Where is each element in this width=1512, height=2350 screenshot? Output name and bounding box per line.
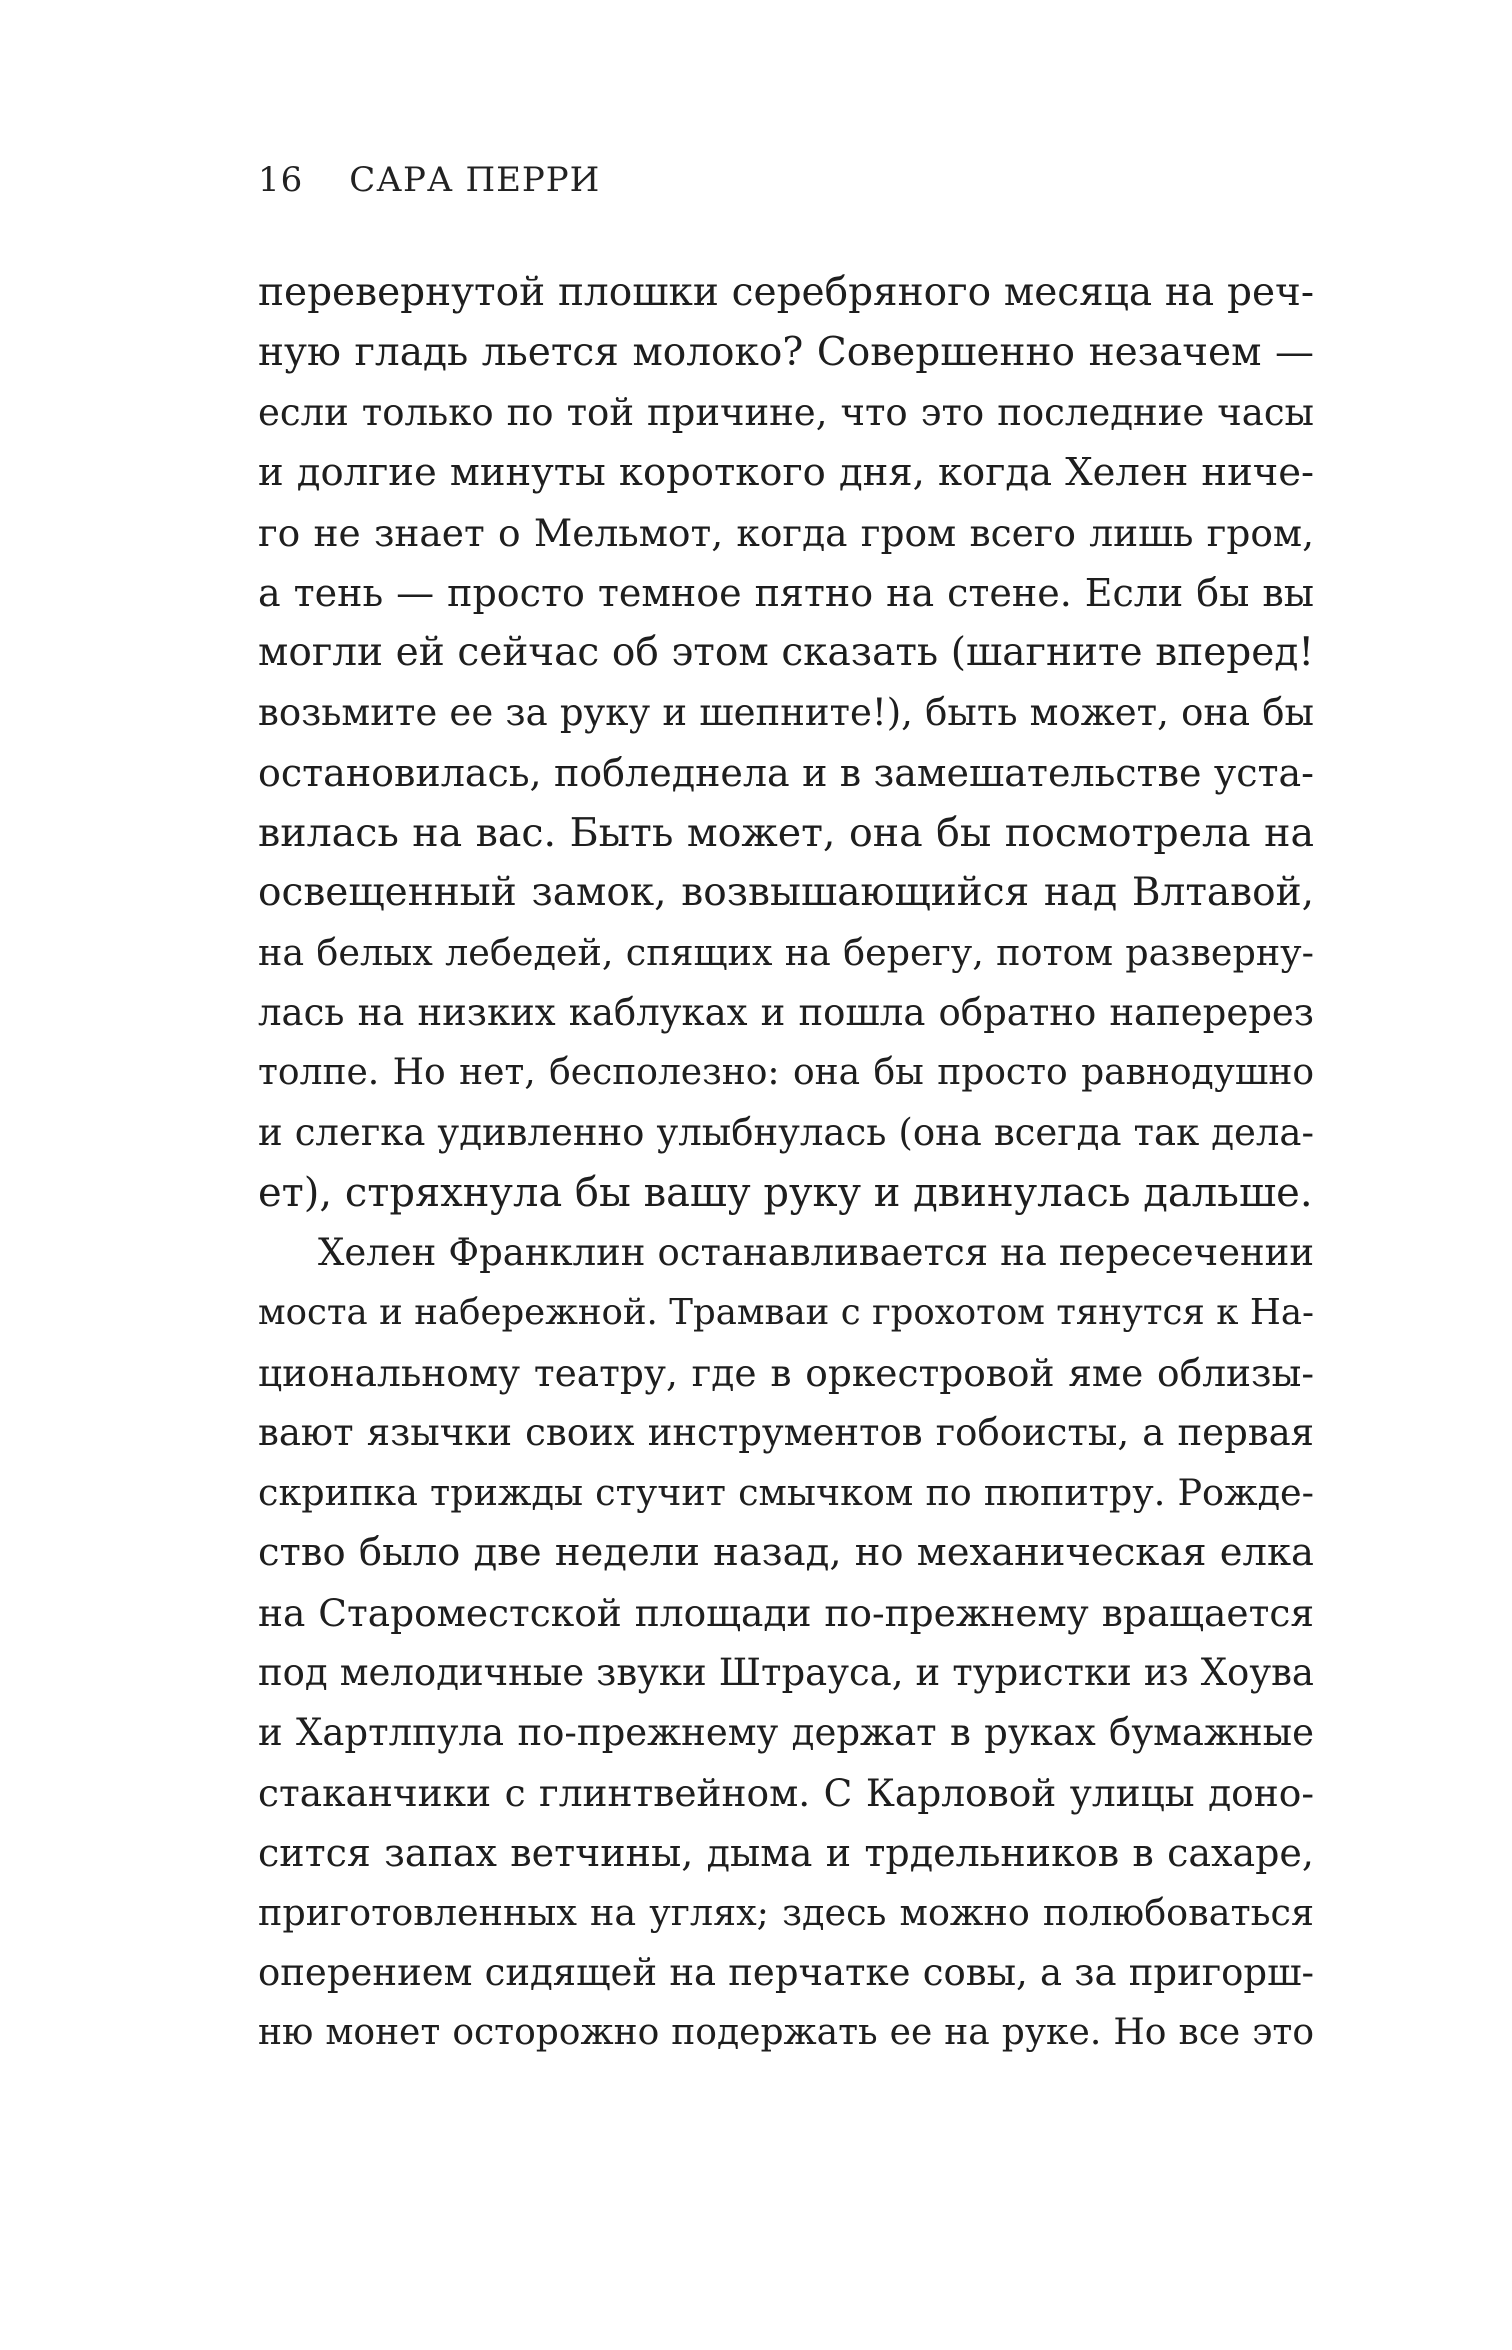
text-line: остановилась, побледнела и в замешательстве уста- [258, 751, 1314, 795]
text-line: на белых лебедей, спящих на берегу, потом разверну- [258, 931, 1314, 974]
author-name: САРА ПЕРРИ [349, 160, 601, 200]
text-line: вают язычки своих инструментов гобоисты, а первая [258, 1411, 1314, 1454]
text-line: под мелодичные звуки Штрауса, и туристки из Хоува [258, 1651, 1314, 1694]
text-line: стаканчики с глинтвейном. С Карловой улицы доно- [258, 1771, 1314, 1815]
text-line: и долгие минуты короткого дня, когда Хелен ниче- [258, 450, 1314, 495]
text-line: и Хартлпула по-прежнему держат в руках бумажные [258, 1711, 1314, 1754]
text-line: на Староместской площади по-прежнему вращается [258, 1591, 1314, 1635]
text-line: циональному театру, где в оркестровой яме облизы- [258, 1351, 1314, 1395]
text-line: толпе. Но нет, бесполезно: она бы просто равнодушно [258, 1052, 1314, 1093]
text-line: перевернутой плошки серебряного месяца на реч- [258, 270, 1314, 315]
text-line: ную гладь льется молоко? Совершенно незачем — [258, 330, 1314, 375]
text-line: могли ей сейчас об этом сказать (шагните вперед! [258, 630, 1314, 675]
text-line: вилась на вас. Быть может, она бы посмотрела на [258, 810, 1314, 856]
text-line: возьмите ее за руку и шепните!), быть может, она бы [258, 691, 1314, 734]
text-line: освещенный замок, возвышающийся над Влтавой, [258, 870, 1314, 915]
text-line: ет), стряхнула бы вашу руку и двинулась дальше. [258, 1170, 1313, 1216]
running-header [258, 160, 600, 200]
text-line: моста и набережной. Трамваи с грохотом тянутся к На- [258, 1292, 1314, 1333]
text-line: лась на низких каблуках и пошла обратно наперерез [258, 991, 1314, 1034]
text-line: го не знает о Мельмот, когда гром всего лишь гром, [258, 511, 1314, 555]
text-line: приготовленных на углях; здесь можно полюбоваться [258, 1891, 1314, 1934]
text-line: оперением сидящей на перчатке совы, а за пригорш- [258, 1951, 1314, 1994]
text-line: сится запах ветчины, дыма и трдельников в сахаре, [258, 1831, 1314, 1875]
text-line: скрипка трижды стучит смычком по пюпитру. Рожде- [258, 1471, 1314, 1514]
text-line: и слегка удивленно улыбнулась (она всегда так дела- [258, 1111, 1314, 1154]
text-line: ню монет осторожно подержать ее на руке. Но все это [258, 2012, 1314, 2053]
paragraph-first-line: Хелен Франклин останавливается на пересечении [318, 1231, 1314, 1274]
page-number: 16 [258, 160, 304, 200]
text-line: ство было две недели назад, но механическая елка [258, 1530, 1314, 1575]
text-line: если только по той причине, что это последние часы [258, 391, 1314, 434]
text-line: а тень — просто темное пятно на стене. Если бы вы [258, 571, 1314, 615]
body-text [258, 263, 1314, 2063]
